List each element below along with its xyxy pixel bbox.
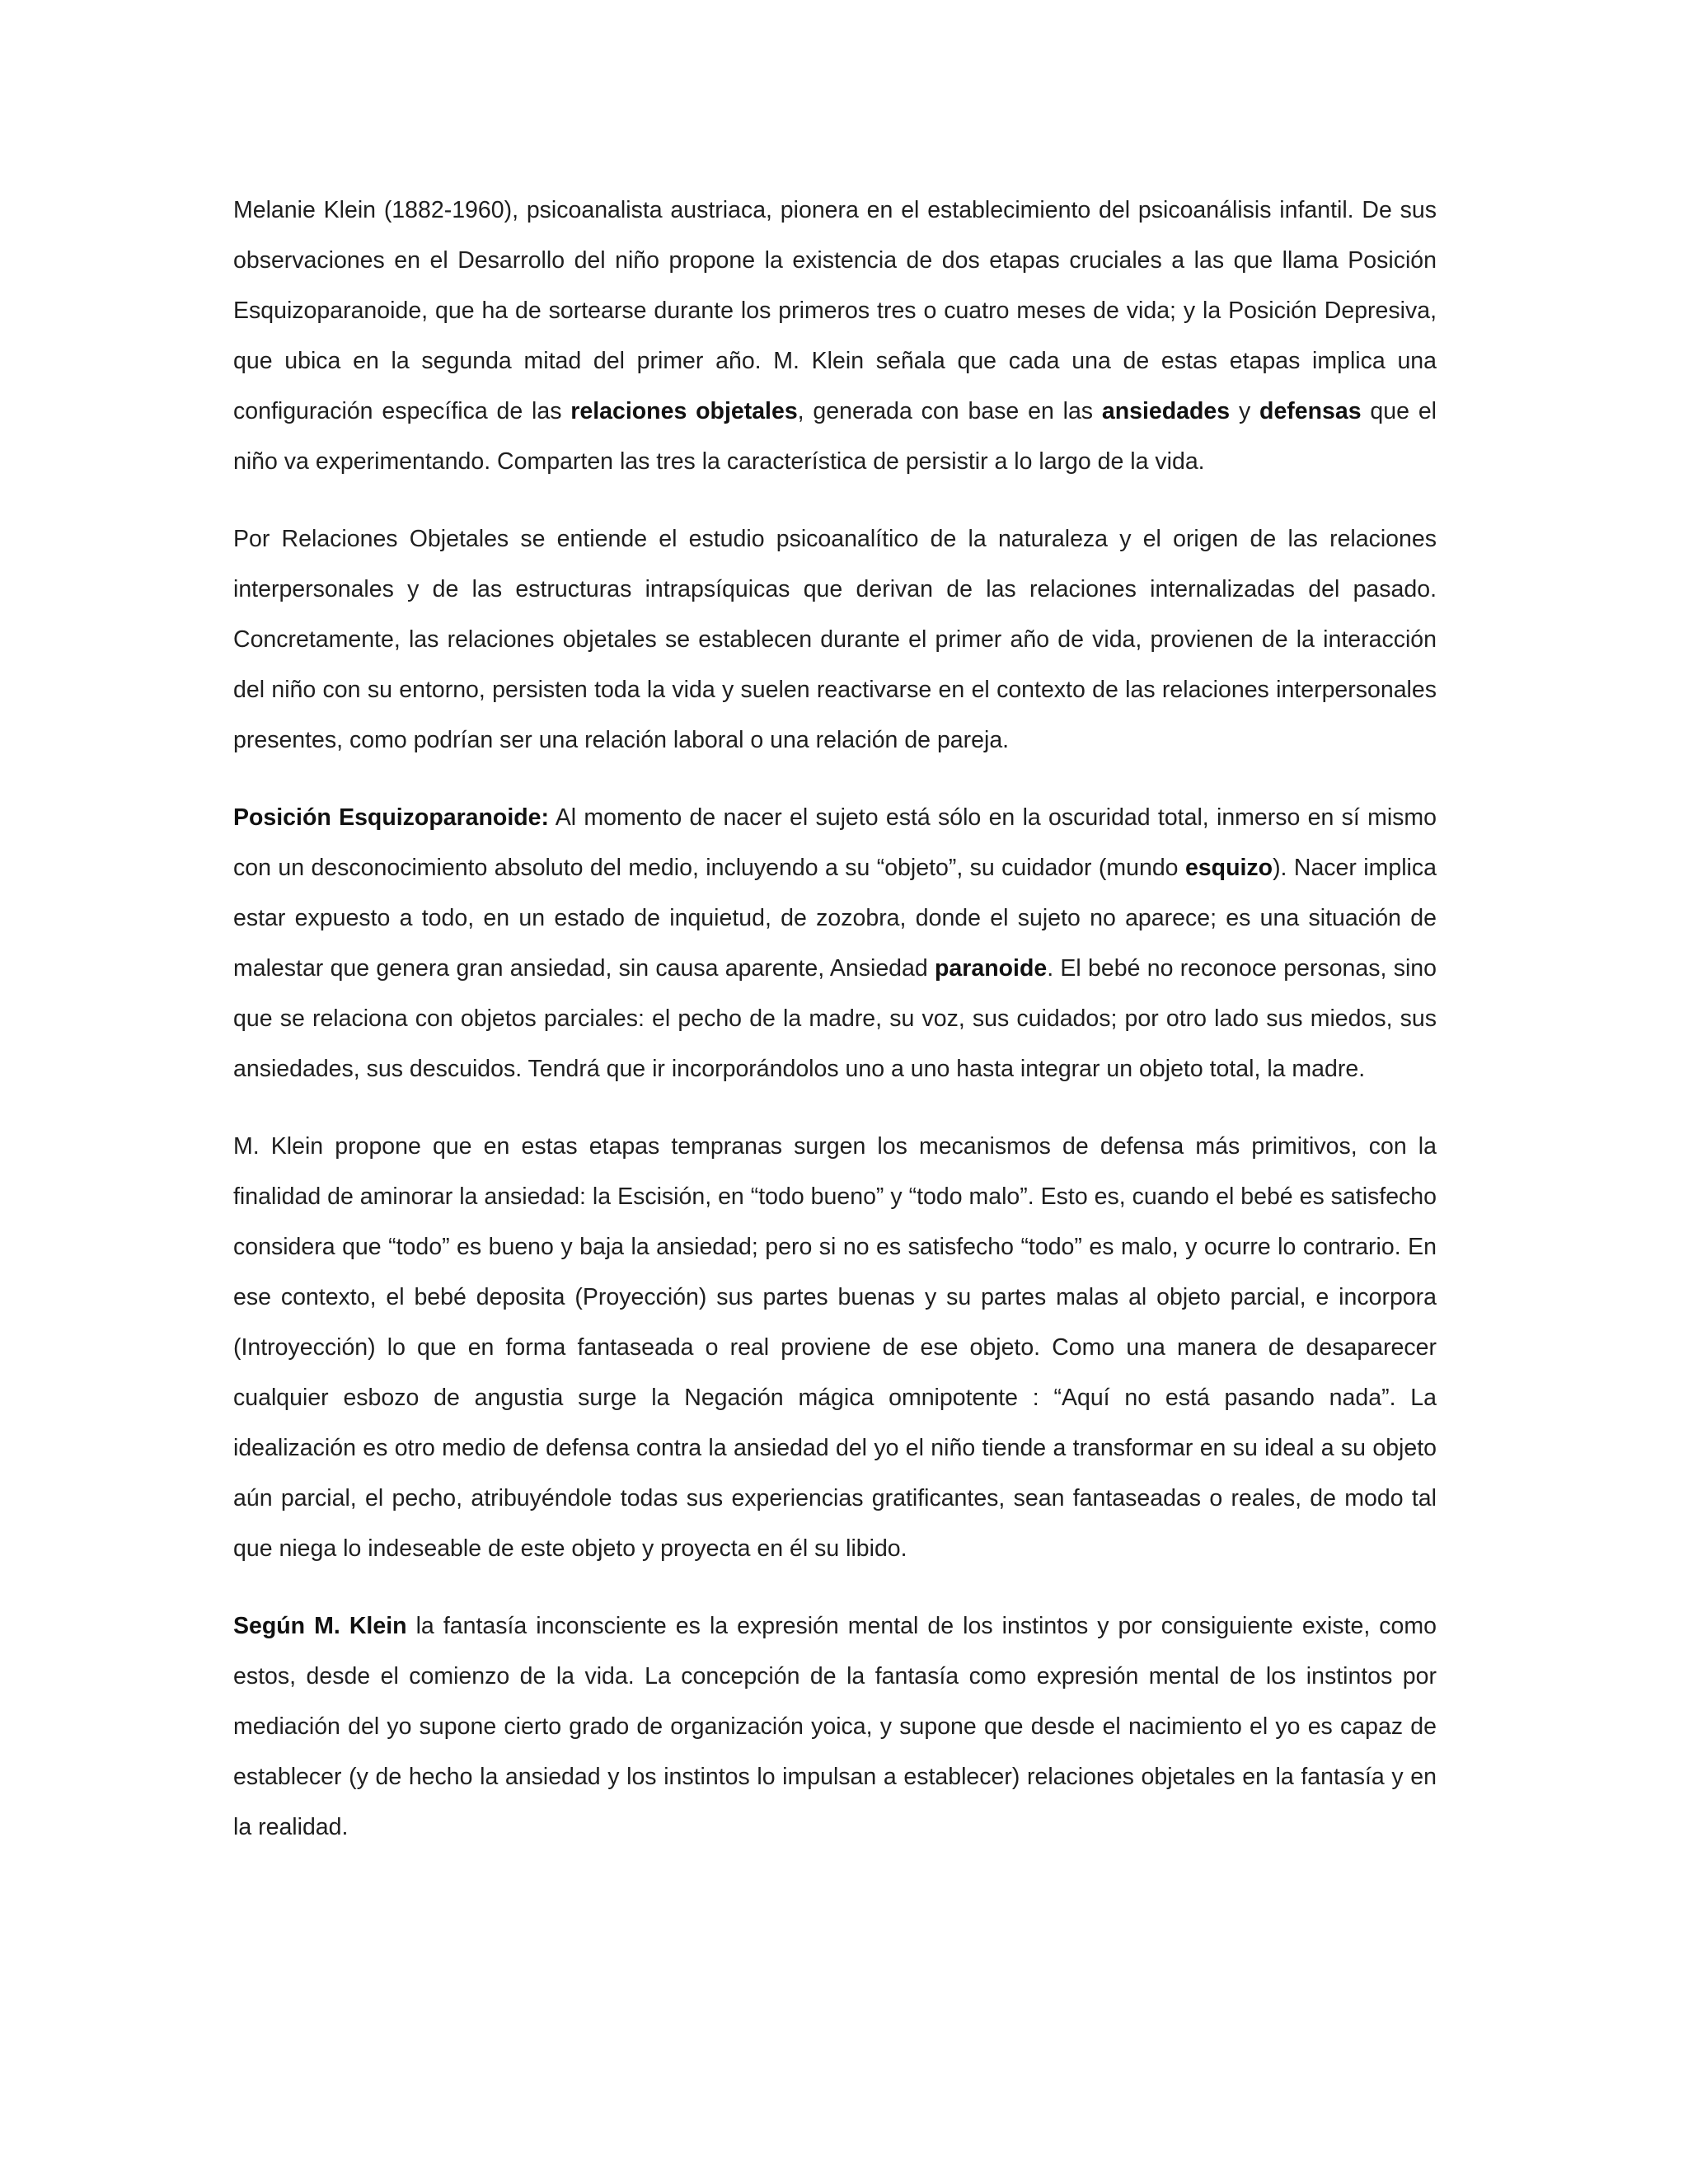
bold-term-esquizo: esquizo (1184, 855, 1273, 881)
document-body (233, 185, 1437, 1880)
bold-heading-segun-m-klein: Según M. Klein (233, 1613, 407, 1639)
bold-term-paranoide: paranoide (935, 955, 1048, 982)
text-segment: Al momento de nacer el sujeto está sólo en la oscuridad total, inmerso en sí mismo con un desconocimiento absoluto del medio, incluyendo a su “objeto”, su cuidador (mundo (233, 804, 1437, 881)
paragraph-mecanismos-defensa (233, 1122, 1437, 1574)
text-segment: que el niño va experimentando. Comparten las tres la característica de persistir a lo largo de la vida. (233, 398, 1437, 475)
text-segment: la fantasía inconsciente es la expresión mental de los instintos y por consiguiente existe, como estos, desde el comienzo de la vida. La concepción de la fantasía como expresión mental de los instintos por mediación del yo supone cierto grado de organización yoica, y supone que desde el nacimiento el yo es capaz de establecer (y de hecho la ansiedad y los instintos lo impulsan a establecer) relaciones objetales en la fantasía y en la realidad. (233, 1613, 1437, 1840)
text-segment: Melanie Klein (1882-1960), psicoanalista austriaca, pionera en el establecimiento del psicoanálisis infantil. De sus observaciones en el Desarrollo del niño propone la existencia de dos etapas cruciales a las que llama Posición Esquizoparanoide, que ha de sortearse durante los primeros tres o cuatro meses de vida; y la Posición Depresiva, que ubica en la segunda mitad del primer año. M. Klein señala que cada una de estas etapas implica una configuración específica de las (233, 197, 1437, 424)
text-segment: Por Relaciones Objetales se entiende el estudio psicoanalítico de la naturaleza y el origen de las relaciones interpersonales y de las estructuras intrapsíquicas que derivan de las relaciones internalizadas del pasado. Concretamente, las relaciones objetales se establecen durante el primer año de vida, provienen de la interacción del niño con su entorno, persisten toda la vida y suelen reactivarse en el contexto de las relaciones interpersonales presentes, como podrían ser una relación laboral o una relación de pareja. (233, 526, 1437, 753)
paragraph-relaciones-objetales (233, 514, 1437, 766)
bold-term-ansiedades: ansiedades (1101, 398, 1231, 424)
paragraph-klein-intro (233, 185, 1437, 487)
paragraph-posicion-esquizoparanoide (233, 793, 1437, 1094)
text-segment: , generada con base en las (797, 398, 1102, 424)
bold-heading-posicion-esquizoparanoide: Posición Esquizoparanoide: (233, 804, 550, 831)
bold-term-defensas: defensas (1259, 398, 1362, 424)
text-segment: . El bebé no reconoce personas, sino que se relaciona con objetos parciales: el pecho de la madre, su voz, sus cuidados; por otro lado sus miedos, sus ansiedades, sus descuidos. Tendrá que ir incorporándolos uno a uno hasta integrar un objeto total, la madre. (233, 955, 1437, 1082)
bold-term-relaciones-objetales: relaciones objetales (570, 398, 798, 424)
text-segment: M. Klein propone que en estas etapas tempranas surgen los mecanismos de defensa más primitivos, con la finalidad de aminorar la ansiedad: la Escisión, en “todo bueno” y “todo malo”. Esto es, cuando el bebé es satisfecho considera que “todo” es bueno y baja la ansiedad; pero si no es satisfecho “todo” es malo, y ocurre lo contrario. En ese contexto, el bebé deposita (Proyección) sus partes buenas y su partes malas al objeto parcial, e incorpora (Introyección) lo que en forma fantaseada o real proviene de ese objeto. Como una manera de desaparecer cualquier esbozo de angustia surge la Negación mágica omnipotente : “Aquí no está pasando nada”. La idealización es otro medio de defensa contra la ansiedad del yo el niño tiende a transformar en su ideal a su objeto aún parcial, el pecho, atribuyéndole todas sus experiencias gratificantes, sean fantaseadas o reales, de modo tal que niega lo indeseable de este objeto y proyecta en él su libido. (233, 1133, 1437, 1562)
text-segment: y (1230, 398, 1260, 424)
text-segment: ). Nacer implica estar expuesto a todo, en un estado de inquietud, de zozobra, donde el sujeto no aparece; es una situación de malestar que genera gran ansiedad, sin causa aparente, Ansiedad (233, 855, 1437, 982)
paragraph-fantasia-inconsciente (233, 1601, 1437, 1853)
